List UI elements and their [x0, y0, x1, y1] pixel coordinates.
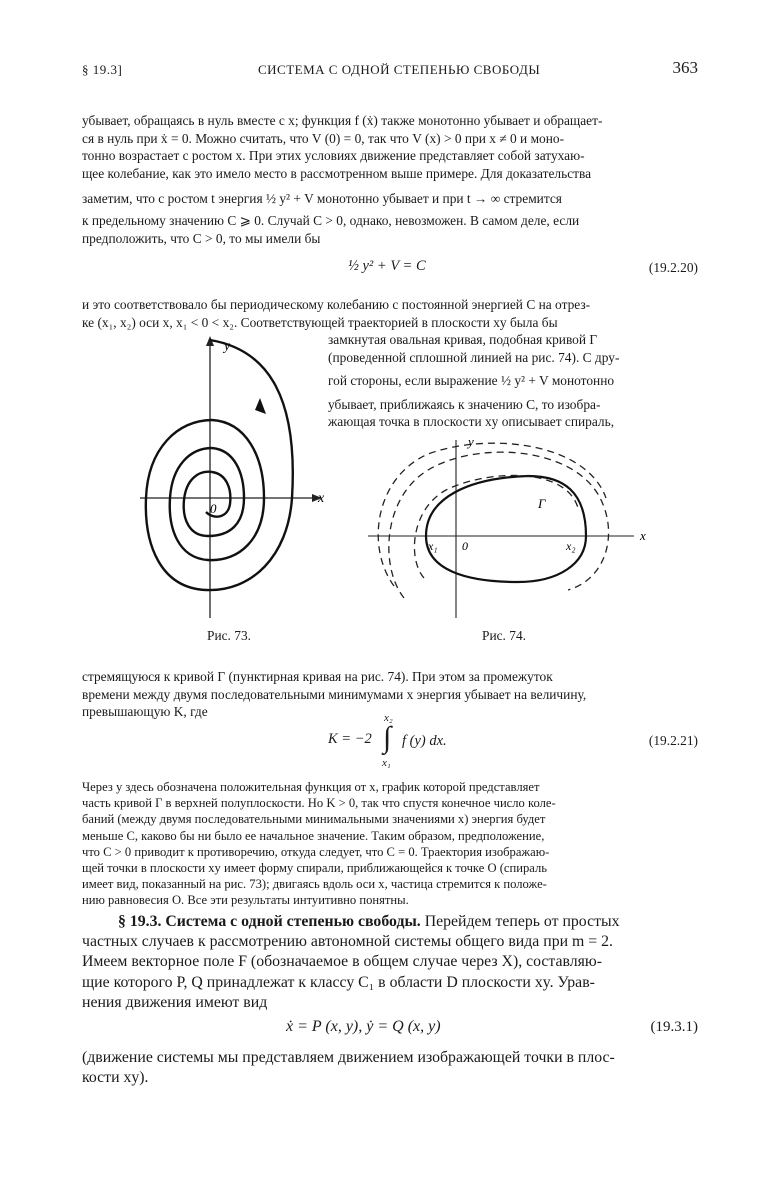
equation-number: (19.2.20)	[648, 260, 698, 275]
figure-73-caption: Рис. 73.	[207, 628, 251, 643]
text-line: Через y здесь обозначена положительная функция от x, график которой представляет	[82, 780, 540, 794]
text-line: (движение системы мы представляем движением изображающей точки в плос-	[82, 1049, 615, 1066]
text-line: имеет вид, показанный на рис. 73); двигаясь вдоль оси x, частица стремится к положе-	[82, 877, 547, 892]
text-line: времени между двумя последовательными минимумами x энергия убывает на величину,	[82, 686, 587, 702]
equation-number: (19.3.1)	[650, 1019, 698, 1035]
direction-arrow-icon	[255, 398, 266, 414]
section-ref: § 19.3]	[82, 62, 123, 77]
text-line: (проведенной сплошной линией на рис. 74). С дру-	[328, 349, 620, 365]
text-line: кости xy).	[82, 1069, 149, 1087]
text-line: и это соответствовало бы периодическому колебанию с постоянной энергией C на отрез-	[82, 297, 591, 312]
text-line: предположить, что C > 0, то мы имели бы	[82, 230, 321, 246]
paragraph-2	[82, 296, 698, 331]
text-line: стремящуюся к кривой Γ (пунктирная кривая на рис. 74). При этом за промежуток	[82, 669, 553, 684]
paragraph-last	[82, 1048, 698, 1088]
text-line: ся в нуль при ẋ = 0. Можно считать, что V (0) = 0, так что V (x) > 0 при x ≠ 0 и моно-	[82, 130, 565, 146]
text-line: гой стороны, если выражение ½ y² + V монотонно	[328, 373, 615, 389]
section-first-line	[82, 912, 698, 932]
text-line: убывает, приближаясь к значению C, то изобра-	[328, 396, 601, 412]
page-number: 363	[672, 58, 698, 77]
section-heading: § 19.3. Система с одной степенью свободы.	[118, 913, 421, 930]
spiral-trajectory	[146, 340, 293, 590]
paragraph-2-side	[328, 331, 698, 431]
text-line: щие которого P, Q принадлежат к классу C₁ в области D плоскости xy. Урав-	[82, 973, 595, 991]
y-label: y	[468, 434, 474, 449]
origin-label: 0	[210, 501, 217, 516]
integral-upper-limit: x₂	[384, 712, 393, 724]
equation-19-2-21-integrand: f (y) dx.	[402, 733, 447, 749]
figure-73	[140, 330, 330, 620]
text-line: жающая точка в плоскости xy описывает спираль,	[328, 414, 615, 430]
text-line: замкнутая овальная кривая, подобная кривой Γ	[328, 332, 598, 347]
text-line: убывает, обращаясь в нуль вместе с x; функция f (ẋ) также монотонно убывает и обращает-	[82, 113, 603, 128]
y-label: y	[224, 339, 231, 354]
curve-gamma	[426, 476, 586, 582]
equation-number: (19.2.21)	[648, 733, 698, 748]
text-line: заметим, что с ростом t энергия ½ y² + V монотонно убывает и при t → ∞ стремится	[82, 191, 562, 207]
integral-lower-limit: x₁	[382, 757, 391, 769]
figure-74-caption: Рис. 74.	[482, 628, 526, 643]
text-line: щей точки в плоскости xy имеет форму спирали, приближающейся к точке O (спираль	[82, 861, 547, 876]
dashed-spirals	[378, 443, 608, 598]
text-line: ке (x₁, x₂) оси x, x₁ < 0 < x₂. Соответствующей траекторией в плоскости xy была бы	[82, 314, 558, 330]
gamma-label: Γ	[538, 496, 546, 511]
text-line: Перейдем теперь от простых	[424, 913, 620, 930]
text-line: тонно возрастает с ростом x. При этих условиях движение представляет собой затухаю-	[82, 148, 585, 164]
integral-sign-icon: ∫	[383, 721, 392, 754]
text-line: что C > 0 приводит к противоречию, откуда следует, что C = 0. Траектория изображаю-	[82, 844, 550, 859]
text-line: превышающую K, где	[82, 704, 208, 720]
text-line: нию равновесия O. Все эти результаты интуитивно понятны.	[82, 893, 409, 908]
section-19-3	[82, 912, 698, 1013]
text-line: нения движения имеют вид	[82, 993, 268, 1011]
x-label: x	[318, 491, 325, 506]
x2-label: x₂	[566, 539, 576, 553]
origin-label: 0	[462, 539, 468, 553]
x1-label: x₁	[428, 539, 438, 553]
text-line: меньше C, каково бы ни было ее начальное значение. Таким образом, предположение,	[82, 828, 545, 843]
paragraph-4	[82, 779, 698, 909]
text-line: Имеем векторное поле F (обозначаемое в общем случае через X), составляю-	[82, 953, 602, 971]
x-label: x	[640, 528, 646, 543]
running-title: СИСТЕМА С ОДНОЙ СТЕПЕНЬЮ СВОБОДЫ	[258, 62, 541, 77]
equation-19-2-21-lhs: K = −2	[328, 731, 372, 747]
text-line: часть кривой Γ в верхней полуплоскости. Но K > 0, так что спустя конечное число коле-	[82, 796, 556, 811]
figure-74	[368, 428, 658, 618]
equation-19-3-1: ẋ = P (x, y), ẏ = Q (x, y)	[286, 1018, 441, 1035]
text-line: к предельному значению C ⩾ 0. Случай C > 0, однако, невозможен. В самом деле, если	[82, 212, 580, 228]
text-line: баний (между двумя последовательными минимальными значениями x) энергия будет	[82, 812, 546, 827]
text-line: щее колебание, как это имело место в рассмотренном выше примере. Для доказательства	[82, 165, 592, 181]
paragraph-1	[82, 112, 698, 247]
equation-19-2-20: ½ y² + V = C	[348, 258, 426, 274]
text-line: частных случаев к рассмотрению автономной системы общего вида при m = 2.	[82, 933, 613, 951]
